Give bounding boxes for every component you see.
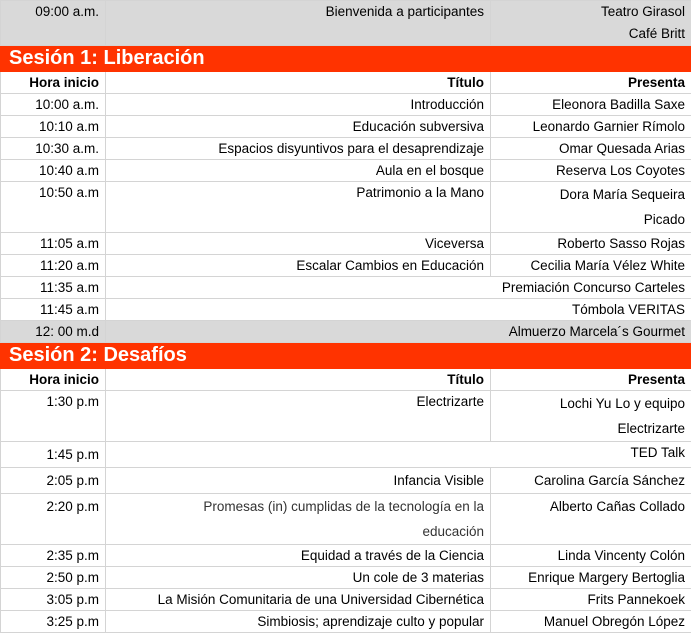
- table-row: [1, 160, 691, 182]
- header-presenter: Presenta: [491, 72, 691, 94]
- table-row: [1, 255, 691, 277]
- row-title-line2: educación: [422, 524, 484, 539]
- session2-column-headers: [1, 369, 691, 391]
- table-row: [1, 468, 691, 494]
- table-row: [1, 182, 691, 233]
- row-presenter: Carolina García Sánchez: [491, 468, 691, 494]
- opening-time: 09:00 a.m.: [1, 1, 106, 46]
- row-title: Aula en el bosque: [106, 160, 491, 182]
- table-row: [1, 589, 691, 611]
- row-time: 10:10 a.m: [1, 116, 106, 138]
- row-merged: TED Talk: [106, 442, 691, 468]
- row-time: 2:20 p.m: [1, 494, 106, 545]
- row-presenter: Enrique Margery Bertoglia: [491, 567, 691, 589]
- row-presenter: Manuel Obregón López: [491, 611, 691, 633]
- row-presenter: [491, 391, 691, 442]
- row-title: Infancia Visible: [106, 468, 491, 494]
- opening-title: Bienvenida a participantes: [106, 1, 491, 46]
- row-time: 10:50 a.m: [1, 182, 106, 233]
- row-title: Patrimonio a la Mano: [106, 182, 491, 233]
- row-title: La Misión Comunitaria de una Universidad Cibernética: [106, 589, 491, 611]
- row-presenter: Roberto Sasso Rojas: [491, 233, 691, 255]
- row-title: Escalar Cambios en Educación: [106, 255, 491, 277]
- opening-presenter-line1: Teatro Girasol: [601, 4, 685, 19]
- table-row: [1, 138, 691, 160]
- table-row: [1, 567, 691, 589]
- table-row: [1, 391, 691, 442]
- header-time: Hora inicio: [1, 72, 106, 94]
- row-title: [106, 494, 491, 545]
- header-title: Título: [106, 369, 491, 391]
- lunch-row: [1, 321, 691, 343]
- header-time: Hora inicio: [1, 369, 106, 391]
- row-title: Viceversa: [106, 233, 491, 255]
- lunch-label: Almuerzo Marcela´s Gourmet: [106, 321, 691, 343]
- row-presenter: Leonardo Garnier Rímolo: [491, 116, 691, 138]
- row-title: Introducción: [106, 94, 491, 116]
- row-title: Simbiosis; aprendizaje culto y popular: [106, 611, 491, 633]
- row-time: 10:00 a.m.: [1, 94, 106, 116]
- row-presenter: Cecilia María Vélez White: [491, 255, 691, 277]
- row-time: 11:45 a.m: [1, 299, 106, 321]
- table-row: [1, 494, 691, 545]
- table-row: [1, 94, 691, 116]
- row-presenter-line2: Picado: [644, 212, 685, 227]
- row-time: 1:45 p.m: [1, 442, 106, 468]
- row-presenter: Alberto Cañas Collado: [491, 494, 691, 545]
- row-time: 3:25 p.m: [1, 611, 106, 633]
- table-row: [1, 545, 691, 567]
- row-presenter-line1: Dora María Sequeira: [560, 187, 685, 202]
- session1-title: Sesión 1: Liberación: [1, 46, 691, 72]
- session2-title: Sesión 2: Desafíos: [1, 343, 691, 369]
- row-time: 2:50 p.m: [1, 567, 106, 589]
- row-presenter: Reserva Los Coyotes: [491, 160, 691, 182]
- row-presenter: Frits Pannekoek: [491, 589, 691, 611]
- row-title: Educación subversiva: [106, 116, 491, 138]
- session2-header: [1, 343, 691, 369]
- header-title: Título: [106, 72, 491, 94]
- header-presenter: Presenta: [491, 369, 691, 391]
- table-row: [1, 277, 691, 299]
- row-time: 3:05 p.m: [1, 589, 106, 611]
- table-row: [1, 299, 691, 321]
- row-title: Electrizarte: [106, 391, 491, 442]
- opening-presenter: [491, 1, 691, 46]
- opening-presenter-line2: Café Britt: [629, 26, 685, 41]
- row-time: 2:35 p.m: [1, 545, 106, 567]
- lunch-time: 12: 00 m.d: [1, 321, 106, 343]
- row-time: 11:20 a.m: [1, 255, 106, 277]
- row-presenter: Eleonora Badilla Saxe: [491, 94, 691, 116]
- row-time: 11:05 a.m: [1, 233, 106, 255]
- row-time: 2:05 p.m: [1, 468, 106, 494]
- row-presenter-line1: Lochi Yu Lo y equipo: [560, 396, 685, 411]
- row-merged: Tómbola VERITAS: [106, 299, 691, 321]
- row-merged: Premiación Concurso Carteles: [106, 277, 691, 299]
- row-title: Equidad a través de la Ciencia: [106, 545, 491, 567]
- session1-column-headers: [1, 72, 691, 94]
- row-presenter: Omar Quesada Arias: [491, 138, 691, 160]
- row-time: 10:30 a.m.: [1, 138, 106, 160]
- row-presenter: Linda Vincenty Colón: [491, 545, 691, 567]
- row-time: 1:30 p.m: [1, 391, 106, 442]
- row-presenter: [491, 182, 691, 233]
- row-presenter-line2: Electrizarte: [617, 421, 685, 436]
- table-row: [1, 442, 691, 468]
- row-title: Espacios disyuntivos para el desaprendizaje: [106, 138, 491, 160]
- session1-header: [1, 46, 691, 72]
- row-time: 11:35 a.m: [1, 277, 106, 299]
- row-title: Un cole de 3 materias: [106, 567, 491, 589]
- row-title-line1: Promesas (in) cumplidas de la tecnología en la: [203, 499, 484, 514]
- row-time: 10:40 a.m: [1, 160, 106, 182]
- table-row: [1, 116, 691, 138]
- table-row: [1, 233, 691, 255]
- opening-row: [1, 1, 691, 46]
